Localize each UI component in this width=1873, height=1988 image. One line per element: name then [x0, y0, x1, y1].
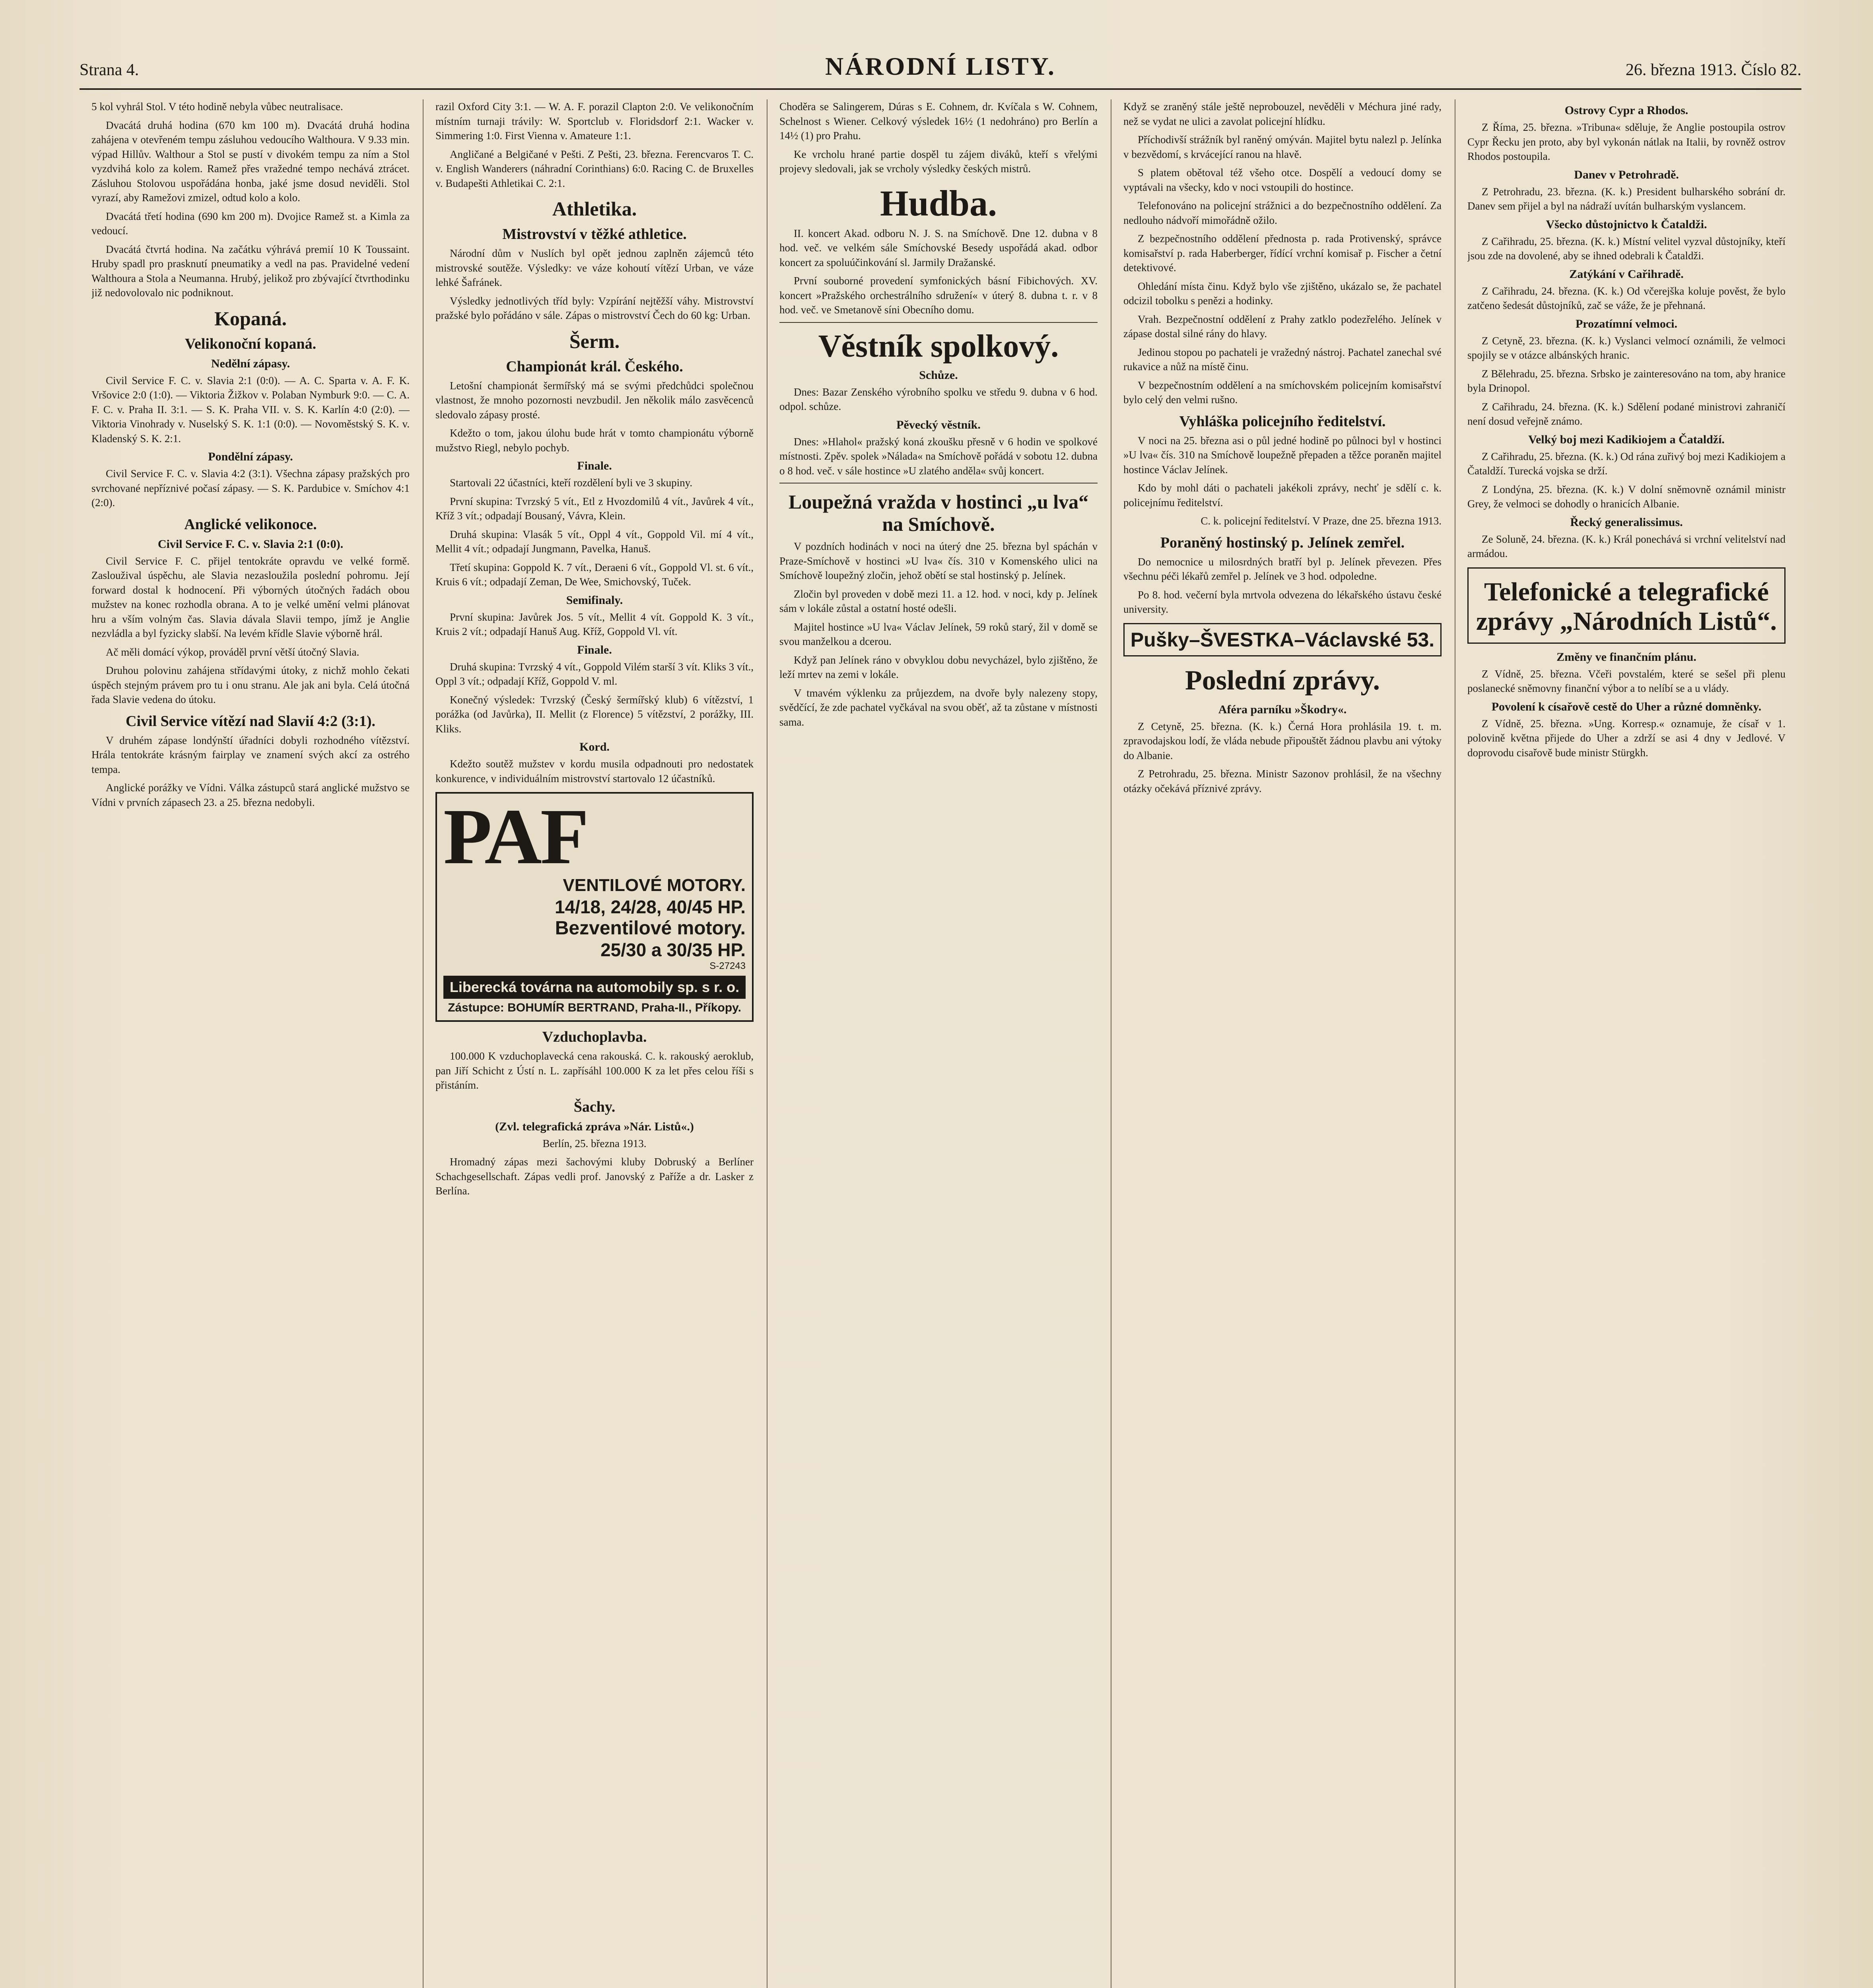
article-text: Z Cařihradu, 24. března. (K. k.) Sdělení podané ministrovi zahraničí není dosud veřejně známo. [1467, 400, 1786, 427]
article-heading: Civil Service vítězí nad Slavií 4:2 (3:1). [126, 712, 375, 730]
article-heading: Velikonoční kopaná. [185, 335, 317, 352]
article-text: Z Cetyně, 25. března. (K. k.) Černá Hora prohlásila 19. t. m. zpravodajskou lodí, že vláda nebude připouštět žádnou plavbu ani výtoky do Albanie. [1123, 720, 1442, 761]
sub-heading: Řecký generalissimus. [1570, 515, 1683, 529]
sub-heading: Semifinaly. [566, 593, 623, 607]
masthead-rule [80, 88, 1801, 90]
article-text: 5 kol vyhrál Stol. V této hodině nebyla vůbec neutralisace. [91, 101, 343, 113]
article-text: Choděra se Salingerem, Dúras s E. Cohnem, dr. Kvíčala s W. Cohnem, Schelnost s Wiener. Celkový výsledek 16½ (1 nedohráno) pro Berlín a 14½ (1) pro Prahu. [779, 101, 1098, 142]
article-heading: Championát král. Českého. [506, 358, 683, 375]
article-text: Národní dům v Nuslích byl opět jednou zaplněn zájemců této mistrovské soutěže. Výsledky: ve váze kohoutí vítězí Urban, ve váze lehké Šafránek. [435, 247, 754, 288]
article-text: Z bezpečnostního oddělení přednosta p. rada Protivenský, správce komisařství p. rada Haberberger, řídící vrchní komisař p. Fischer a četní detektivové. [1123, 233, 1442, 274]
section-heading: Věstník spolkový. [818, 328, 1059, 364]
article-text: Majitel hostince »U lva« Václav Jelínek, 59 roků starý, žil v domě se svou manželkou a dcerou. [779, 621, 1098, 647]
article-heading: Loupežná vražda v hostinci „u lva“ na Smíchově. [788, 491, 1089, 535]
article-text: Druhou polovinu zahájena střídavými útoky, z nichž mohlo čekati úspěch stejným právem pro tu i onu stranu. Ale jak ani byla. Celá útočná řada Slavie vedena do útoku. [91, 664, 410, 705]
section-heading: Telefonické a telegrafické zprávy „Národních Listů“. [1476, 577, 1777, 636]
article-text: Letošní championát šermířský má se svými předchůdci společnou vlastnost, že mnoho pozornosti nevzbudil. Jen několik málo zasvěcenců sledovalo zápasy prosté. [435, 379, 754, 421]
sub-heading: Všecko důstojnictvo k Čataldži. [1546, 217, 1707, 231]
article-text: Dnes: Bazar Zenského výrobního spolku ve středu 9. dubna v 6 hod. odpol. schůze. [779, 386, 1098, 412]
sub-heading: Finale. [577, 643, 612, 656]
article-text: Kdo by mohl dáti o pachateli jakékoli zprávy, nechť je sdělí c. k. policejnímu ředitelství. [1123, 482, 1442, 509]
article-heading: Mistrovství v těžké athletice. [502, 226, 687, 243]
ad-code: S-27243 [709, 961, 746, 971]
article-heading: Poraněný hostinský p. Jelínek zemřel. [1160, 534, 1405, 551]
ad-line: 14/18, 24/28, 40/45 HP. [555, 897, 746, 917]
article-text: Z Cařihradu, 25. března. (K. k.) Místní velitel vyzval důstojníky, kteří jsou zde na dovolené, aby se ihned odebrali k Čataldži. [1467, 235, 1786, 262]
article-text: Ze Soluně, 24. března. (K. k.) Král ponechává si vrchní velitelství nad armádou. [1467, 533, 1786, 559]
column-1 [91, 99, 410, 1988]
column-rule [423, 99, 424, 1988]
article-text: Druhá skupina: Tvrzský 4 vít., Goppold Vilém starší 3 vít. Kliks 3 vít., Oppl 3 vít.; odpadají Kříž, Goppold V. ml. [435, 660, 754, 687]
ad-company: Liberecká továrna na automobily sp. s r. o. [443, 976, 746, 999]
signature-line: C. k. policejní ředitelství. V Praze, dne 25. března 1913. [1201, 515, 1442, 527]
article-text: 100.000 K vzduchoplavecká cena rakouská. C. k. rakouský aeroklub, pan Jiří Schicht z Ústí n. L. zapřísáhl 100.000 K za let přes celou říši s přistáním. [435, 1050, 754, 1091]
sub-heading: Povolení k císařově cestě do Uher a různé domněnky. [1491, 700, 1762, 713]
sub-heading: Změny ve finančním plánu. [1556, 650, 1696, 664]
article-text: Když se zraněný stále ještě neprobouzel, nevěděli v Méchura jiné rady, než se vydat ne ulici a zavolat policejní hlídku. [1123, 101, 1442, 127]
article-text: Do nemocnice u milosrdných bratří byl p. Jelínek převezen. Přes všechnu péči lékařů zemřel p. Jelínek ve 3 hod. odpoledne. [1123, 555, 1442, 582]
article-text: V tmavém výklenku za průjezdem, na dvoře byly nalezeny stopy, svědčící, že zde pachatel vyčkával na svou oběť, až ta zůstane v místnosti sama. [779, 687, 1098, 728]
article-text: Třetí skupina: Goppold K. 7 vít., Deraeni 6 vít., Goppold Vl. st. 6 vít., Kruis 6 vít.; odpadají Zeman, De Wee, Smichovský, Tuček. [435, 561, 754, 588]
page-label: Strana 4. [80, 61, 139, 79]
article-text: Když pan Jelínek ráno v obvyklou dobu nevycházel, bylo zjištěno, že leží mrtev na zemi v lokále. [779, 654, 1098, 680]
article-text: Z Cařihradu, 25. března. (K. k.) Od rána zuřivý boj mezi Kadikiojem a Čataldží. Turecká vojska se drží. [1467, 450, 1786, 477]
article-text: První souborné provedení symfonických básní Fibichových. XV. koncert »Pražského orchestrálního sdružení« v úterý 8. dubna t. r. v 8 hod. več. ve Smetanově síni Obecního domu. [779, 275, 1098, 316]
article-text: Z Říma, 25. března. »Tribuna« sděluje, že Anglie postoupila ostrov Cypr Řecku jen proto, aby byl vykonán nátlak na Italii, by rovněž ostrov Rhodos postoupila. [1467, 121, 1786, 162]
newspaper-title: NÁRODNÍ LISTY. [825, 52, 1056, 80]
article-text: Po 8. hod. večerní byla mrtvola odvezena do lékařského ústavu české university. [1123, 588, 1442, 615]
article-heading: Anglické velikonoce. [184, 516, 317, 533]
sub-heading: Danev v Petrohradě. [1574, 168, 1679, 181]
ad-agent: Zástupce: BOHUMÍR BERTRAND, Praha-II., Příkopy. [448, 1001, 741, 1014]
article-text: Z Petrohradu, 23. března. (K. k.) President bulharského sobrání dr. Danev sem přijel a byl na nádraží uvítán bulharským vyslancem. [1467, 185, 1786, 212]
sub-heading: Pěvecký věstník. [896, 418, 981, 431]
article-text: Angličané a Belgičané v Pešti. Z Pešti, 23. března. Ferencvaros T. C. v. English Wanderers (náhradní Corinthians) 6:0. Racing C. de Bruxelles v. Budapešti Athletikai C. 2:1. [435, 148, 754, 189]
sub-heading: Ostrovy Cypr a Rhodos. [1564, 104, 1688, 117]
article-text: Vrah. Bezpečnostní oddělení z Prahy zatklo podezřelého. Jelínek v zápase dostal silné rány do hlavy. [1123, 313, 1442, 340]
article-text: Telefonováno na policejní strážnici a do bezpečnostního oddělení. Za nedlouho nádvoří mimořádně ožilo. [1123, 200, 1442, 226]
svestka-rifle-advertisement: Pušky–ŠVESTKA–Václavské 53. [1123, 623, 1442, 656]
masthead [80, 52, 1801, 87]
article-text: Z Londýna, 25. března. (K. k.) V dolní sněmovně oznámil ministr Grey, že velmoci se dohodly o hranicích Albanie. [1467, 483, 1786, 510]
column-5 [1467, 99, 1786, 1988]
section-heading: Hudba. [880, 182, 997, 223]
article-text: Z Cařihradu, 24. března. (K. k.) Od včerejška koluje pověst, že bylo zatčeno šedesát důstojníků, zač se váže, že je přehnaná. [1467, 285, 1786, 311]
article-text: Příchodivší strážník byl raněný omýván. Majitel bytu nalezl p. Jelínka v bezvědomí, s krvácející ranou na hlavě. [1123, 134, 1442, 160]
article-text: Z Petrohradu, 25. března. Ministr Sazonov prohlásil, že na všechny otázky očekává příznivé zprávy. [1123, 768, 1442, 794]
article-text: Z Vídně, 25. března. »Ung. Korresp.« oznamuje, že císař v 1. polovině května přijede do Uher a zdrží se asi 4 dny v Jedlové. V doprovodu cisařově bude ministr Stürgkh. [1467, 717, 1786, 759]
date-issue: 26. března 1913. Číslo 82. [1625, 61, 1801, 79]
paf-logo: PAF [443, 793, 587, 881]
sub-heading: Schůze. [919, 368, 958, 382]
article-text: Anglické porážky ve Vídni. Válka zástupců stará anglické mužstvo se Vídni v prvních zápasech 23. a 25. března nedobyli. [91, 782, 410, 808]
article-text: Kdežto o tom, jakou úlohu bude hrát v tomto championátu výborně mužstvo Riegl, nebylo pochyb. [435, 427, 754, 454]
article-text: Dnes: »Hlahol« pražský koná zkoušku přesně v 6 hodin ve spolkové místnosti. Zpěv. spolek »Nálada« na Smíchově pořádá v sobotu 12. dubna o 8 hod. več. v sále hostince »U zlatého anděla« svůj koncert. [779, 435, 1098, 477]
article-text: Civil Service F. C. v. Slavia 4:2 (3:1). Všechna zápasy pražských pro svrchované nepříznivé počasí zápasy. — S. K. Pardubice v. Smíchov 4:1 (2:0). [91, 468, 410, 509]
sub-heading: Pondělní zápasy. [208, 450, 293, 463]
article-text: Druhá skupina: Vlasák 5 vít., Oppl 4 vít., Goppold Vil. mí 4 vít., Mellit 4 vít.; odpadají Jungmann, Pavelka, Hanuš. [435, 528, 754, 555]
article-text: II. koncert Akad. odboru N. J. S. na Smíchově. Dne 12. dubna v 8 hod. več. ve velkém sále Smíchovské Besedy uspořádá akad. odbor koncert za spoluúčinkování sl. Jarmily Dražanské. [779, 227, 1098, 268]
section-heading: Šerm. [569, 330, 620, 352]
sub-heading: Aféra parníku »Škodry«. [1218, 703, 1347, 716]
article-text: Startovali 22 účastníci, kteří rozdělení byli ve 3 skupiny. [450, 477, 693, 489]
sub-heading: Kord. [579, 740, 610, 753]
article-heading: Vzduchoplavba. [542, 1029, 647, 1045]
article-text: Konečný výsledek: Tvrzský (Český šermířský klub) 6 vítězství, 1 porážka (od Javůrka), II. Mellit (z Florence) 5 vítězství, 2 porážky, III. Kliks. [435, 693, 754, 735]
article-text: Ač měli domácí výkop, prováděl první větší útočný Slavia. [106, 646, 359, 658]
article-text: Ohledání místa činu. Když bylo vše zjištěno, ukázalo se, že pachatel odcizil tobolku s penězi a hodinky. [1123, 280, 1442, 307]
article-text: S platem obětoval též všeho otce. Dospělí a vedoucí domy se vyptávali na všecky, kdo v noci vstoupili do hostince. [1123, 167, 1442, 193]
article-text: Výsledky jednotlivých tříd byly: Vzpírání nejtěžší váhy. Mistrovství pražské bylo pořádáno v sále. Zápas o mistrovství Čech do 60 kg: Urban. [435, 295, 754, 321]
article-text: První skupina: Javůrek Jos. 5 vít., Mellit 4 vít. Goppold K. 3 vít., Kruis 2 vít.; odpadají Hanuš Aug. Kříž, Goppold Vl. vít. [435, 611, 754, 637]
article-text: Jedinou stopou po pachateli je vražedný nástroj. Pachatel zanechal své rukavice a nůž na místě činu. [1123, 346, 1442, 373]
column-3 [779, 99, 1098, 1988]
telegraph-box [1467, 567, 1786, 644]
sub-heading: Civil Service F. C. v. Slavia 2:1 (0:0). [157, 537, 344, 551]
article-text: V pozdních hodinách v noci na úterý dne 25. března byl spáchán v Praze-Smíchově v hostinci »U lva« čís. 310 v Komenského ulici na Smíchově loupežný zločin, jehož obětí se stal hostinský p. Jelínek. [779, 540, 1098, 581]
sub-heading: Finale. [577, 459, 612, 472]
article-text: Kdežto soutěž mužstev v kordu musila odpadnouti pro nedostatek konkurence, v individuálním mistrovství startovalo 12 účastníků. [435, 758, 754, 784]
article-text: Ke vrcholu hrané partie dospěl tu zájem diváků, kteří s vřelými projevy sledovali, jak se vrcholy výsledky českých mistrů. [779, 148, 1098, 175]
sub-heading: (Zvl. telegrafická zpráva »Nár. Listů«.) [495, 1120, 694, 1133]
article-text: Civil Service F. C. v. Slavia 2:1 (0:0). — A. C. Sparta v. A. F. K. Vršovice 2:0 (1:0). — Viktoria Žižkov v. Polaban Nymburk 9:0. — C. A. F. C. v. Praha II. 3:1. — S. K. Praha VII. v. S. K. Karlín 4:0 (2:0). — Viktoria Vinohrady v. Nuselský S. K. 1:1 (0:0). — Novoměstský S. K. v. Kladenský S. K. 2:1. [91, 374, 410, 445]
article-text: V druhém zápase londýnští úřadníci dobyli rozhodného vítězství. Hrála tentokráte krásným fairplay ve znamení svých akcí za ostrého tempa. [91, 734, 410, 775]
section-heading: Poslední zprávy. [1185, 665, 1380, 696]
article-text: Z Cetyně, 23. března. (K. k.) Vyslanci velmocí oznámili, že velmoci spojily se v otázce albánských hranic. [1467, 334, 1786, 361]
ad-line: VENTILOVÉ MOTORY. [563, 876, 746, 895]
article-text: Dvacátá třetí hodina (690 km 200 m). Dvojice Ramež st. a Kimla za vedoucí. [91, 210, 410, 237]
dateline: Berlín, 25. března 1913. [542, 1137, 647, 1149]
sub-heading: Prozatímní velmoci. [1575, 317, 1678, 330]
section-heading: Kopaná. [214, 307, 287, 330]
divider [779, 322, 1098, 323]
column-4 [1123, 99, 1442, 1988]
article-text: Dvacátá čtvrtá hodina. Na začátku výhrává premií 10 K Toussaint. Hruby spadl pro prasknutí pneumatiky a vedl na pas. Pravidelné vedení Walthoura a Stola a Neumanna. Hrubý, jelikož pro zbývající čtvrthodinku již nedovolovalo nic podniknout. [91, 243, 410, 299]
article-heading: Šachy. [573, 1098, 616, 1115]
article-heading: Vyhláška policejního ředitelství. [1179, 413, 1386, 430]
article-text: Zločin byl proveden v době mezi 11. a 12. hod. v noci, kdy p. Jelínek sám v lokále zůstal a ostatní hosté odešli. [779, 588, 1098, 614]
article-text: razil Oxford City 3:1. — W. A. F. porazil Clapton 2:0. Ve velikonočním místním turnaji trávily: W. Sportclub v. Floridsdorf 2:1. Wacker v. Simmering 1:0. First Vienna v. Amateure 1:1. [435, 101, 754, 142]
article-text: Hromadný zápas mezi šachovými kluby Dobruský a Berlíner Schachgesellschaft. Zápas vedli prof. Janovský z Paříže a dr. Lasker z Berlína. [435, 1156, 754, 1197]
paf-motors-advertisement [435, 792, 754, 1022]
section-heading: Athletika. [552, 198, 637, 220]
article-text: V noci na 25. března asi o půl jedné hodině po půlnoci byl v hostinci »U lva« čís. 310 na Smíchově loupežně přepaden a těžce poraněn majitel hostince Václav Jelínek. [1123, 434, 1442, 476]
ad-line: 25/30 a 30/35 HP. [600, 940, 746, 960]
column-2 [435, 99, 754, 1988]
sub-heading: Nedělní zápasy. [211, 357, 290, 370]
sub-heading: Zatýkání v Cařihradě. [1569, 267, 1684, 281]
article-text: Z Bělehradu, 25. března. Srbsko je zainteresováno na tom, aby hranice byla Drinopol. [1467, 367, 1786, 394]
sub-heading: Velký boj mezi Kadikiojem a Čataldží. [1528, 433, 1725, 446]
article-text: V bezpečnostním oddělení a na smíchovském policejním komisařství bylo celý den velmi rušno. [1123, 379, 1442, 406]
article-text: Dvacátá druhá hodina (670 km 100 m). Dvacátá druhá hodina zahájena v otevřeném tempu zásluhou vedoucího Walthoura. V 9.33 min. výpad Hillův. Walthour a Stol se pustí v divokém tempu za ním a Stol vyzdvihá kolo za kolem. Ramež přes vražedné tempo nechává ztrácet. Zásluhou Stolovou uspořádána honba, jaké jsme dosud neviděli. Stol vyrazí, aby Ramežovi zmizel, odtud kolo a kolo. [91, 119, 410, 204]
article-text: Z Vídně, 25. března. Včeři povstalém, které se sešel při plenu poslanecké sněmovny finanční výbor a to nelíbí se a u vlády. [1467, 668, 1786, 694]
ad-line: Bezventilové motory. [555, 918, 746, 939]
article-text: První skupina: Tvrzský 5 vít., Etl z Hvozdomilů 4 vít., Javůrek 4 vít., Kříž 3 vít.; odpadají Bousaný, Vávra, Klein. [435, 495, 754, 522]
article-text: Civil Service F. C. přijel tentokráte opravdu ve velké formě. Zasloužival úspěchu, ale Slavia nezasloužila poslední pohromu. Její forward dostal k hodnocení. Při výborných útočných řadách obou mužstev na konec rozhodla obrana. A to je velké umění velmi plánovat hru a vším volným čas. Slavia dávala Slavii tempo, jímž je Anglie nezvládla a byl fyzicky slabší. Na levém křídle Slavie výborně hrál. [91, 555, 410, 639]
